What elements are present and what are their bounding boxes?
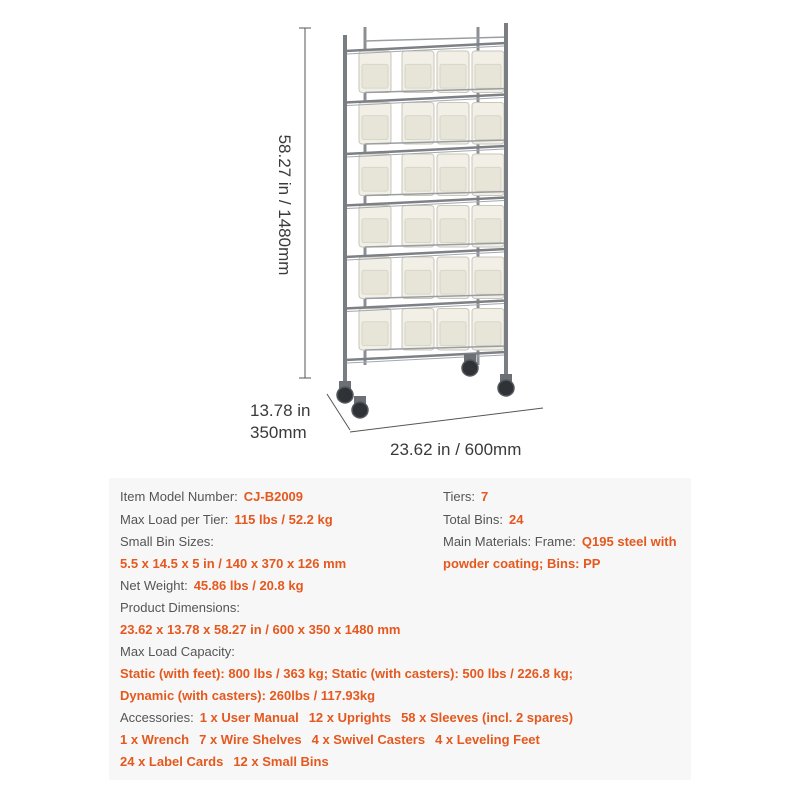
- accessory-item: 7 x Wire Shelves: [199, 732, 302, 747]
- bin-opening: [440, 167, 466, 191]
- bin-opening: [362, 219, 388, 243]
- bin-opening: [475, 270, 501, 294]
- max-load-value: 115 lbs / 52.2 kg: [234, 512, 333, 527]
- accessory-item: 1 x Wrench: [120, 732, 190, 747]
- max-load-spec: [120, 512, 333, 528]
- accessories-label: Accessories:: [120, 710, 194, 725]
- capacity-label: [120, 644, 235, 660]
- bin-opening: [440, 116, 466, 140]
- materials-spec: [443, 534, 677, 550]
- accessory-item: 4 x Leveling Feet: [435, 732, 540, 747]
- height-dimension-label: 58.27 in / 1480mm: [275, 134, 294, 276]
- accessories-line-3: [120, 754, 329, 770]
- bin-opening: [362, 322, 388, 346]
- tiers-value: 7: [481, 489, 489, 504]
- accessory-item: 24 x Label Cards: [120, 754, 224, 769]
- bin-opening: [475, 219, 501, 243]
- spec-panel: [109, 478, 691, 780]
- materials-label: Main Materials: Frame:: [443, 534, 576, 549]
- accessory-item: 58 x Sleeves (incl. 2 spares): [401, 710, 574, 725]
- model-value: CJ-B2009: [243, 489, 304, 504]
- model-label: Item Model Number:: [120, 489, 238, 504]
- accessory-item: 4 x Swivel Casters: [311, 732, 426, 747]
- bin-opening: [405, 167, 431, 191]
- accessory-item: 12 x Small Bins: [233, 754, 329, 769]
- dimensions-label-text: Product Dimensions:: [120, 600, 240, 615]
- total-bins-spec: [443, 512, 523, 528]
- bin-opening: [405, 219, 431, 243]
- bin-sizes-label: [120, 534, 214, 550]
- caster-wheel: [498, 380, 514, 396]
- bin-opening: [405, 322, 431, 346]
- accessories-line-2: [120, 732, 540, 748]
- bin-opening: [440, 219, 466, 243]
- total-bins-label: Total Bins:: [443, 512, 503, 527]
- bin-opening: [440, 322, 466, 346]
- dimensions-label: [120, 600, 240, 616]
- total-bins-value: 24: [508, 512, 524, 527]
- depth-inches: 13.78 in: [250, 401, 311, 420]
- capacity-value-line-1: [120, 666, 573, 682]
- net-weight-label: Net Weight:: [120, 578, 188, 593]
- capacity-value-1-text: Static (with feet): 800 lbs / 363 kg; Static (with casters): 500 lbs / 226.8 kg;: [120, 666, 573, 681]
- capacity-value-2-text: Dynamic (with casters): 260lbs / 117.93kg: [120, 688, 376, 703]
- capacity-value-line-2: [120, 688, 375, 704]
- bin-opening: [405, 64, 431, 88]
- width-dimension-line: [350, 408, 543, 432]
- bin-opening: [475, 322, 501, 346]
- materials-spec-line-2: [443, 556, 600, 572]
- materials-value-1: Q195 steel with: [581, 534, 677, 549]
- bin-opening: [362, 64, 388, 88]
- bin-opening: [440, 270, 466, 294]
- capacity-label-text: Max Load Capacity:: [120, 644, 235, 659]
- bin-opening: [475, 116, 501, 140]
- bin-opening: [475, 64, 501, 88]
- accessory-item: 1 x User Manual: [199, 710, 299, 725]
- net-weight-value: 45.86 lbs / 20.8 kg: [193, 578, 304, 593]
- bin-opening: [440, 64, 466, 88]
- caster-wheel: [352, 402, 368, 418]
- shelf-unit: [337, 23, 514, 418]
- bin-sizes-value: [120, 556, 346, 572]
- bin-opening: [362, 167, 388, 191]
- dimensions-value-text: 23.62 x 13.78 x 58.27 in / 600 x 350 x 1480 mm: [120, 622, 401, 637]
- width-dimension-label: 23.62 in / 600mm: [390, 440, 522, 459]
- bin-sizes-label-text: Small Bin Sizes:: [120, 534, 214, 549]
- accessories-line-1: [120, 710, 573, 726]
- bin-sizes-value-text: 5.5 x 14.5 x 5 in / 140 x 370 x 126 mm: [120, 556, 347, 571]
- net-weight-spec: [120, 578, 304, 594]
- bin-opening: [475, 167, 501, 191]
- max-load-label: Max Load per Tier:: [120, 512, 229, 527]
- caster-wheel: [337, 387, 353, 403]
- bin-opening: [405, 116, 431, 140]
- tiers-label: Tiers:: [443, 489, 476, 504]
- depth-dimension-label: [250, 400, 311, 444]
- bin-opening: [362, 116, 388, 140]
- dimensions-value: [120, 622, 400, 638]
- bin-opening: [405, 270, 431, 294]
- bin-opening: [362, 270, 388, 294]
- accessory-item: 12 x Uprights: [308, 710, 392, 725]
- caster-wheel: [462, 360, 478, 376]
- wire-shelf-back: [365, 37, 508, 41]
- model-spec: [120, 489, 303, 505]
- tiers-spec: [443, 489, 488, 505]
- materials-value-2: powder coating; Bins: PP: [443, 556, 601, 571]
- depth-mm: 350mm: [250, 423, 307, 442]
